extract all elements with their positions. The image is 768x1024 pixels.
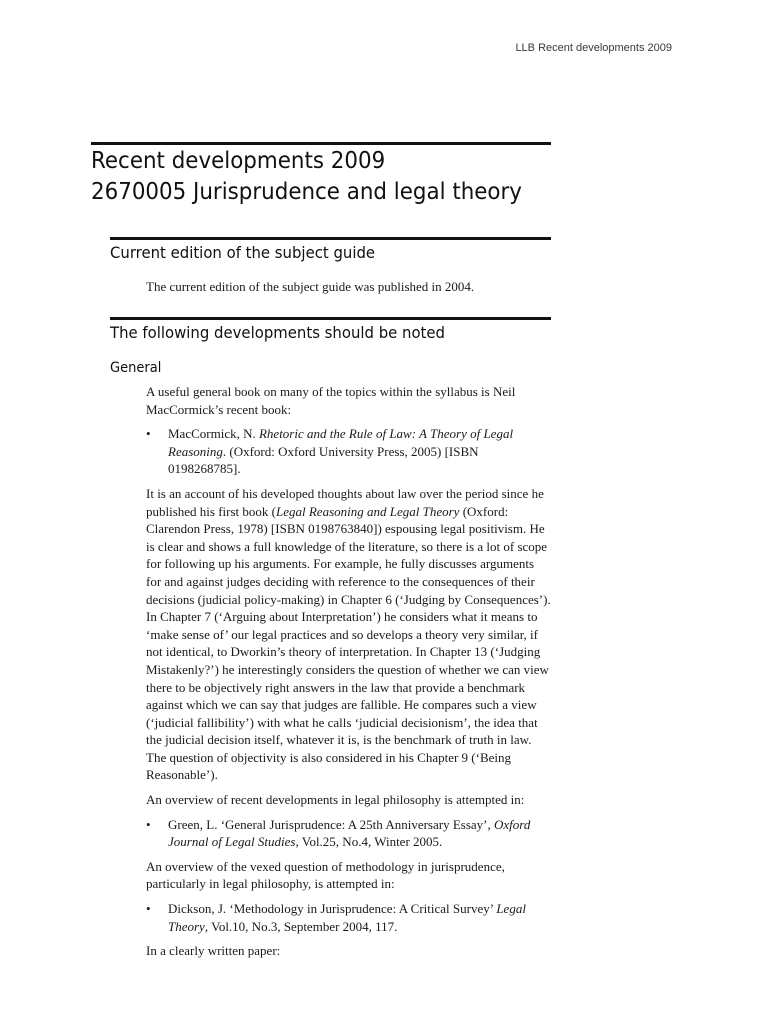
current-edition-text-block	[146, 278, 551, 303]
reference-green	[146, 816, 551, 851]
reference-dickson	[146, 900, 551, 935]
paragraph-account: It is an account of his developed thoughts about law over the period since he published his first book (Legal Reasoning and Legal Theory (Oxford: Clarendon Press, 1978) [ISBN 0198763840]) espousing legal positivism. He is clear and shows a full knowledge of the literature, so there is a lot of scope for following up his arguments. For example, he fully discusses arguments for and against judges deciding with reference to the consequences of their decisions (judicial policy-making) in Chapter 6 (‘Judging by Consequences’). In Chapter 7 (‘Arguing about Interpretation’) he considers what it means to ‘make sense of’ our legal practices and so develops a theory very similar, if not identical, to Dworkin’s theory of interpretation. In Chapter 13 (‘Judging Mistakenly?’) he interestingly considers the question of whether we can view there to be objectively right answers in the law that provide a benchmark against which we can say that judges are fallible. He compares such a view (‘judicial fallibility’) with what he calls ‘judicial decisionism’, the idea that the judicial decision itself, whatever it is, is the benchmark of truth in law. The question of objectivity is also considered in his Chapter 9 (‘Being Reasonable’).	[146, 485, 551, 783]
section-rule-current	[110, 237, 551, 240]
paragraph-overview-philosophy: An overview of recent developments in legal philosophy is attempted in:	[146, 792, 525, 808]
running-header: LLB Recent developments 2009	[515, 42, 672, 54]
general-body	[146, 383, 551, 967]
section-heading-developments: The following developments should be noted	[110, 323, 446, 342]
current-edition-text: The current edition of the subject guide was published in 2004.	[146, 279, 475, 294]
subheading-general: General	[110, 360, 162, 376]
section-heading-current-edition: Current edition of the subject guide	[110, 243, 376, 262]
reference-journal: Legal Theory	[168, 901, 526, 934]
paragraph-clearly-written: In a clearly written paper:	[146, 943, 281, 959]
paragraph-overview-methodology: An overview of the vexed question of methodology in jurisprudence, particularly in legal philosophy, is attempted in:	[146, 858, 505, 892]
book-title-legal-reasoning: Legal Reasoning and Legal Theory	[276, 503, 460, 519]
reference-author: Green, L. ‘General Jurisprudence: A 25th Anniversary Essay’,	[168, 816, 494, 832]
title-line-1: Recent developments 2009	[91, 148, 386, 174]
reference-details: , Vol.10, No.3, September 2004, 117.	[204, 918, 398, 934]
reference-journal: Oxford Journal of Legal Studies	[168, 816, 531, 850]
title-rule	[91, 142, 551, 145]
title-line-2: 2670005 Jurisprudence and legal theory	[91, 179, 522, 205]
reference-author: Dickson, J. ‘Methodology in Jurisprudence: A Critical Survey’	[168, 901, 497, 917]
paragraph-intro: A useful general book on many of the topics within the syllabus is Neil MacCormick’s recent book:	[146, 384, 516, 417]
reference-details: . (Oxford: Oxford University Press, 2005) [ISBN 0198268785].	[168, 443, 479, 477]
reference-book-title: Rhetoric and the Rule of Law: A Theory of Legal Reasoning	[168, 426, 514, 459]
page-title	[91, 146, 522, 208]
bullet-icon: •	[146, 901, 151, 917]
bullet-icon: •	[146, 426, 151, 442]
bullet-icon: •	[146, 816, 151, 832]
reference-details: , Vol.25, No.4, Winter 2005.	[295, 834, 443, 850]
reference-author: MacCormick, N.	[168, 426, 259, 442]
section-rule-developments	[110, 317, 551, 320]
reference-maccormick	[146, 425, 551, 478]
